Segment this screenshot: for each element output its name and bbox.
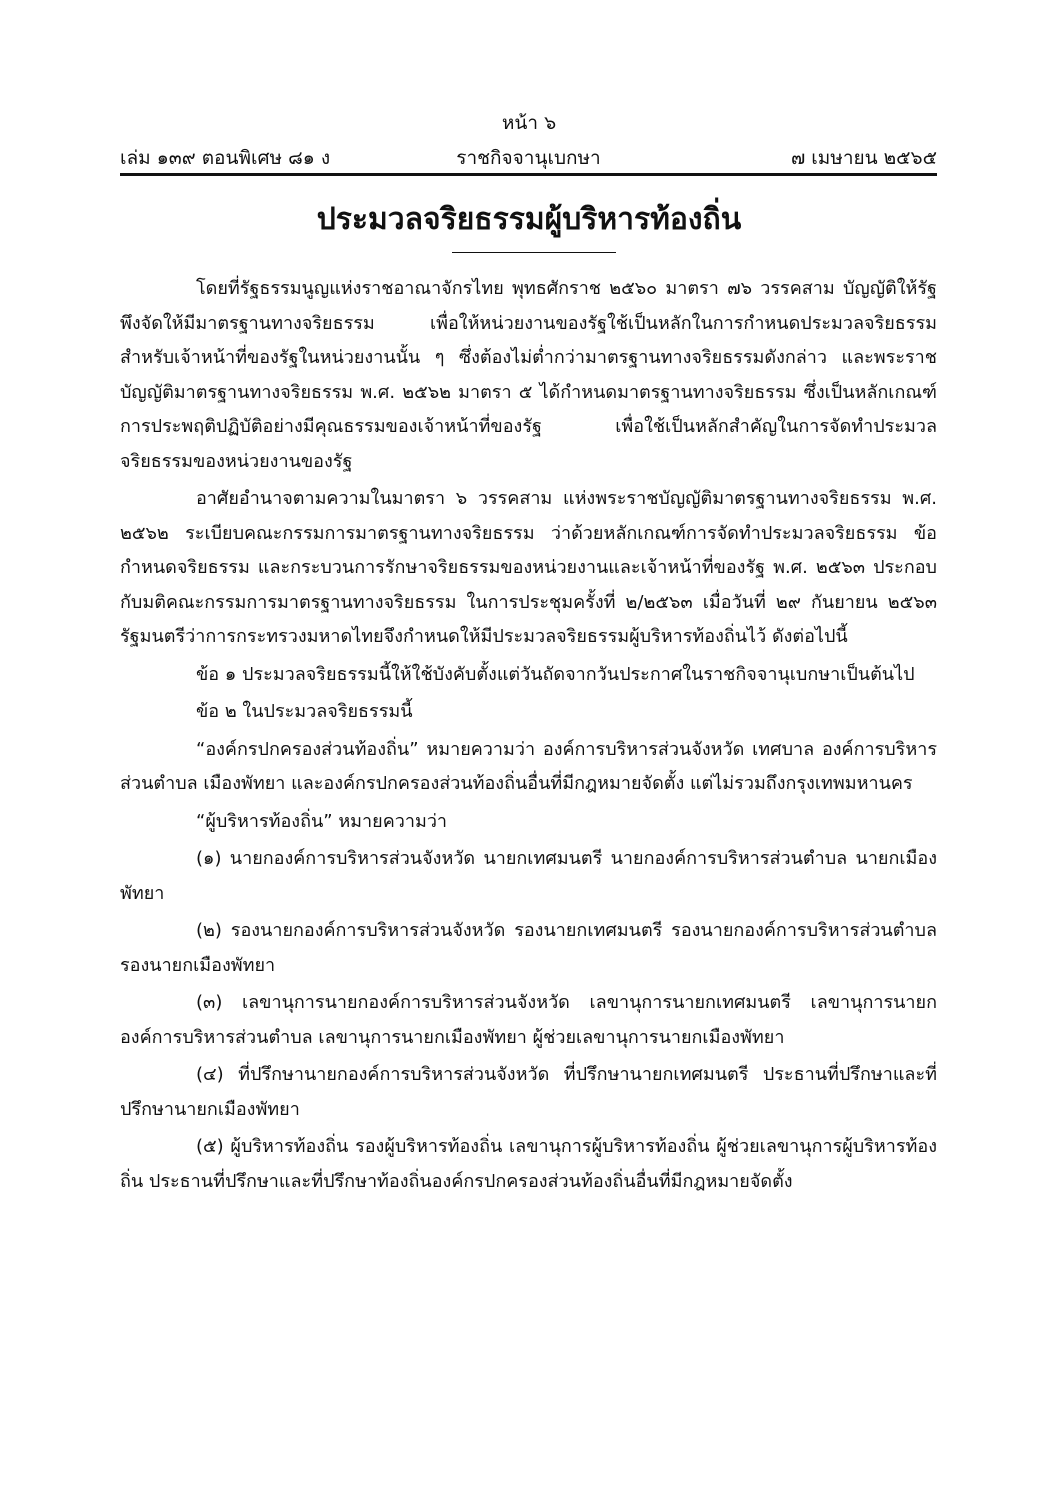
publication-name: ราชกิจจานุเบกษา bbox=[456, 147, 601, 169]
clause-2: ข้อ ๒ ในประมวลจริยธรรมนี้ bbox=[196, 701, 413, 722]
list-item: (๓) เลขานุการนายกองค์การบริหารส่วนจังหวัด เลขานุการนายกเทศมนตรี เลขานุการนายกองค์การบริหารส่วนตำบล เลขานุการนายกเมืองพัทยา ผู้ช่วยเลขานุการนายกเมืองพัทยา bbox=[120, 992, 937, 1048]
volume-info: เล่ม ๑๓๙ ตอนพิเศษ ๘๑ ง bbox=[120, 147, 331, 169]
list-item: (๔) ที่ปรึกษานายกองค์การบริหารส่วนจังหวัด ที่ปรึกษานายกเทศมนตรี ประธานที่ปรึกษาและที่ปรึกษานายกเมืองพัทยา bbox=[120, 1064, 937, 1120]
page-number: หน้า ๖ bbox=[501, 112, 557, 134]
list-item: (๒) รองนายกองค์การบริหารส่วนจังหวัด รองนายกเทศมนตรี รองนายกองค์การบริหารส่วนตำบล รองนายกเมืองพัทยา bbox=[120, 920, 937, 976]
list-item: (๑) นายกองค์การบริหารส่วนจังหวัด นายกเทศมนตรี นายกองค์การบริหารส่วนตำบล นายกเมืองพัทยา bbox=[120, 848, 937, 904]
definition-local-organization: “องค์กรปกครองส่วนท้องถิ่น” หมายความว่า องค์การบริหารส่วนจังหวัด เทศบาล องค์การบริหารส่วนตำบล เมืองพัทยา และองค์กรปกครองส่วนท้องถิ่นอื่นที่มีกฎหมายจัดตั้ง แต่ไม่รวมถึงกรุงเทพมหานคร bbox=[120, 738, 937, 794]
definition-local-administrator: “ผู้บริหารท้องถิ่น” หมายความว่า bbox=[196, 810, 448, 832]
document-body bbox=[120, 272, 937, 1202]
preamble-paragraph-2: อาศัยอำนาจตามความในมาตรา ๖ วรรคสาม แห่งพระราชบัญญัติมาตรฐานทางจริยธรรม พ.ศ. ๒๕๖๒ ระเบียบคณะกรรมการมาตรฐานทางจริยธรรม ว่าด้วยหลักเกณฑ์การจัดทำประมวลจริยธรรม ข้อกำหนดจริยธรรม และกระบวนการรักษาจริยธรรมของหน่วยงานและเจ้าหน้าที่ของรัฐ พ.ศ. ๒๕๖๓ ประกอบกับมติคณะกรรมการมาตรฐานทางจริยธรรม ในการประชุมครั้งที่ ๒/๒๕๖๓ เมื่อวันที่ ๒๙ กันยายน ๒๕๖๓ รัฐมนตรีว่าการกระทรวงมหาดไทยจึงกำหนดให้มีประมวลจริยธรรมผู้บริหารท้องถิ่นไว้ ดังต่อไปนี้ bbox=[120, 488, 937, 647]
title-underline bbox=[452, 252, 616, 253]
header-divider bbox=[120, 173, 937, 176]
document-title: ประมวลจริยธรรมผู้บริหารท้องถิ่น bbox=[316, 202, 742, 237]
list-item: (๕) ผู้บริหารท้องถิ่น รองผู้บริหารท้องถิ่น เลขานุการผู้บริหารท้องถิ่น ผู้ช่วยเลขานุการผู้บริหารท้องถิ่น ประธานที่ปรึกษาและที่ปรึกษาท้องถิ่นองค์กรปกครองส่วนท้องถิ่นอื่นที่มีกฎหมายจัดตั้ง bbox=[120, 1136, 937, 1192]
gazette-header bbox=[120, 143, 937, 171]
preamble-paragraph-1: โดยที่รัฐธรรมนูญแห่งราชอาณาจักรไทย พุทธศักราช ๒๕๖๐ มาตรา ๗๖ วรรคสาม บัญญัติให้รัฐพึงจัดให้มีมาตรฐานทางจริยธรรม เพื่อให้หน่วยงานของรัฐใช้เป็นหลักในการกำหนดประมวลจริยธรรมสำหรับเจ้าหน้าที่ของรัฐในหน่วยงานนั้น ๆ ซึ่งต้องไม่ต่ำกว่ามาตรฐานทางจริยธรรมดังกล่าว และพระราชบัญญัติมาตรฐานทางจริยธรรม พ.ศ. ๒๕๖๒ มาตรา ๕ ได้กำหนดมาตรฐานทางจริยธรรม ซึ่งเป็นหลักเกณฑ์การประพฤติปฏิบัติอย่างมีคุณธรรมของเจ้าหน้าที่ของรัฐ เพื่อใช้เป็นหลักสำคัญในการจัดทำประมวลจริยธรรมของหน่วยงานของรัฐ bbox=[120, 278, 937, 472]
publication-date: ๗ เมษายน ๒๕๖๕ bbox=[790, 147, 937, 169]
clause-1: ข้อ ๑ ประมวลจริยธรรมนี้ให้ใช้บังคับตั้งแต่วันถัดจากวันประกาศในราชกิจจานุเบกษาเป็นต้นไป bbox=[196, 663, 915, 685]
